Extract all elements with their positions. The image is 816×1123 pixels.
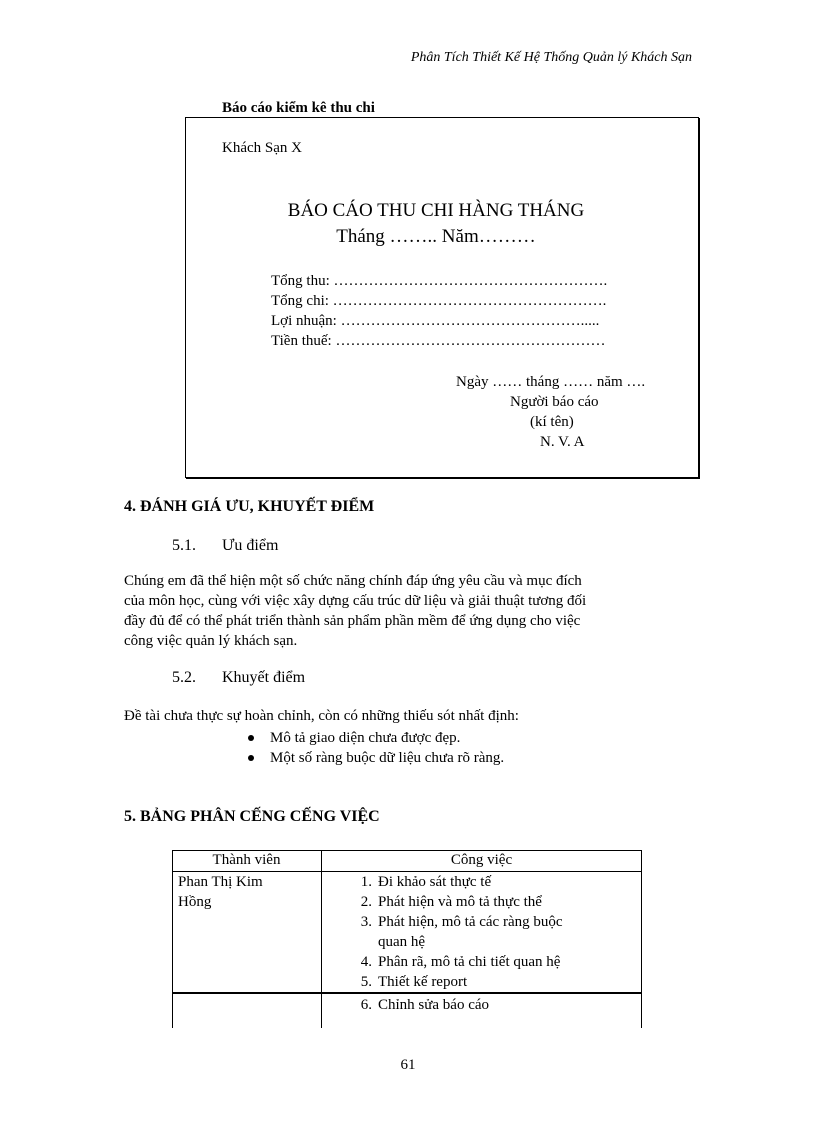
section-4-heading: 4. ĐÁNH GIÁ ƯU, KHUYẾT ĐIỂM	[124, 498, 375, 515]
member-name-line: Phan Thị Kim	[178, 874, 263, 890]
task-number: 2.	[360, 894, 372, 910]
table-divider	[321, 850, 322, 1028]
task-text: Phát hiện, mô tả các ràng buộc	[378, 914, 563, 930]
subsection-5-1-number: 5.1.	[172, 537, 196, 554]
hotel-name: Khách Sạn X	[222, 140, 302, 156]
disadvantages-intro: Đề tài chưa thực sự hoàn chỉnh, còn có những thiếu sót nhất định:	[124, 708, 519, 724]
task-number: 3.	[360, 914, 372, 930]
task-number: 5.	[360, 974, 372, 990]
report-title: BÁO CÁO THU CHI HÀNG THÁNG	[287, 200, 585, 221]
field-total-expense: Tổng chi: ……………………………………………….	[271, 293, 607, 309]
signature-role: Người báo cáo	[510, 394, 599, 410]
member-name	[178, 872, 318, 912]
task-text: Chỉnh sửa báo cáo	[378, 997, 490, 1013]
task-text: Đi khảo sát thực tế	[378, 874, 492, 890]
field-profit: Lợi nhuận: ………………………………………….....	[271, 313, 600, 329]
task-item	[348, 892, 542, 912]
running-header: Phân Tích Thiết Kế Hệ Thống Quản lý Khách Sạn	[410, 50, 692, 65]
work-assignment-table	[172, 850, 642, 1028]
member-name-line: Hồng	[178, 894, 212, 910]
task-item	[348, 872, 491, 892]
subsection-5-1-title: Ưu điểm	[222, 537, 279, 554]
header-member: Thành viên	[212, 852, 281, 868]
table-border	[172, 850, 173, 1028]
task-text: Phân rã, mô tả chi tiết quan hệ	[378, 954, 561, 970]
field-total-income: Tổng thu: ……………………………………………….	[271, 273, 608, 289]
report-period: Tháng …….. Năm………	[336, 226, 536, 247]
table-divider	[172, 992, 642, 994]
report-caption: Báo cáo kiểm kê thu chi	[222, 100, 375, 116]
task-item	[348, 952, 560, 972]
table-border	[641, 850, 642, 1028]
subsection-5-2-number: 5.2.	[172, 669, 196, 686]
task-item	[348, 912, 563, 932]
disadvantages-list	[244, 728, 504, 768]
task-text: Phát hiện và mô tả thực thể	[378, 894, 542, 910]
field-tax: Tiền thuế: ………………………………………………	[271, 333, 606, 349]
list-item: Mô tả giao diện chưa được đẹp.	[244, 728, 504, 748]
page-number: 61	[400, 1057, 416, 1073]
paragraph-line: công việc quản lý khách sạn.	[124, 633, 298, 649]
signature-date: Ngày …… tháng …… năm ….	[456, 374, 646, 390]
task-number: 6.	[360, 997, 372, 1013]
paragraph-line: đầy đủ để có thể phát triển thành sản phẩm phần mềm để ứng dụng cho việc	[124, 613, 581, 629]
task-text: Thiết kế report	[378, 974, 468, 990]
task-item-continuation: quan hệ	[378, 934, 426, 950]
paragraph-line: Chúng em đã thể hiện một số chức năng chính đáp ứng yêu cầu và mục đích	[124, 573, 582, 589]
signature-note: (kí tên)	[530, 414, 574, 430]
task-number: 1.	[360, 874, 372, 890]
task-item	[348, 995, 489, 1015]
header-task: Công việc	[450, 852, 513, 868]
advantages-paragraph	[124, 571, 586, 651]
paragraph-line: của môn học, cùng với việc xây dựng cấu trúc dữ liệu và giải thuật tương đối	[124, 593, 587, 609]
signature-name: N. V. A	[540, 434, 585, 450]
list-item: Một số ràng buộc dữ liệu chưa rõ ràng.	[244, 748, 504, 768]
task-item	[348, 972, 467, 992]
table-border	[172, 850, 642, 851]
subsection-5-2-title: Khuyết điểm	[222, 669, 306, 686]
task-number: 4.	[360, 954, 372, 970]
section-5-heading: 5. BẢNG PHÂN CẾNG CẾNG VIỆC	[124, 808, 380, 825]
